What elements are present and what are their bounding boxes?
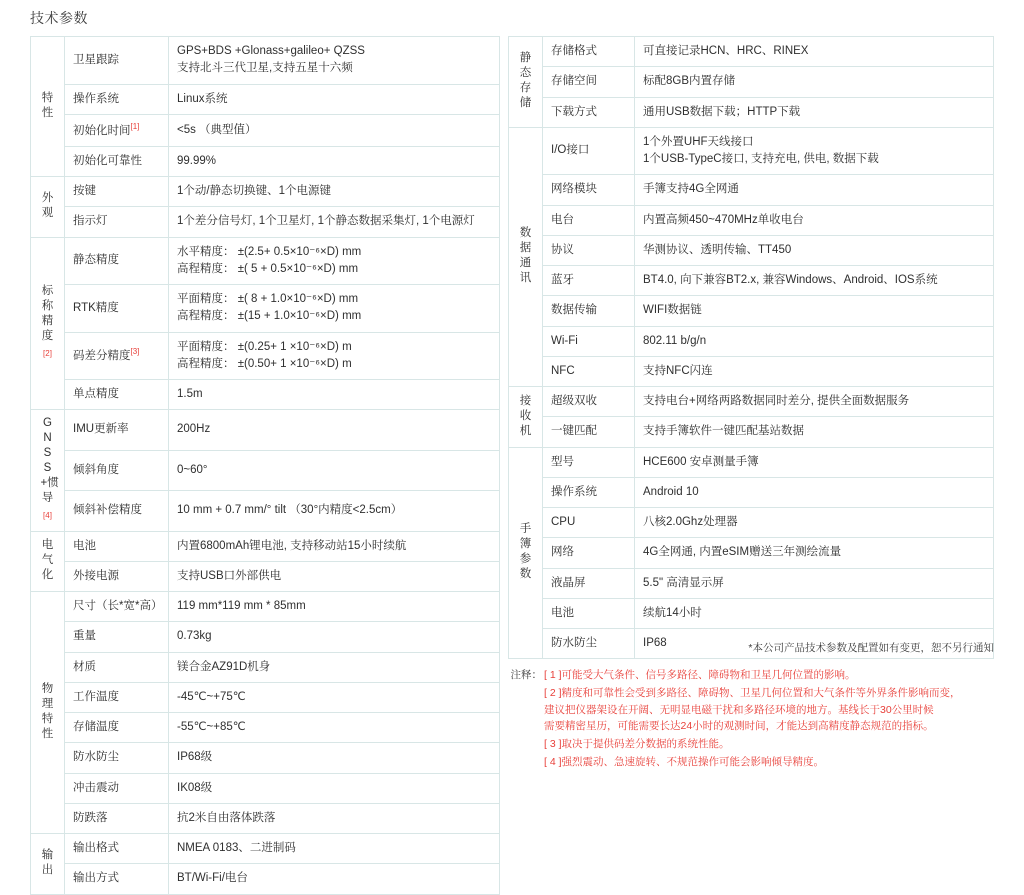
spec-value-line: WIFI数据链 — [643, 304, 702, 317]
table-row — [31, 773, 500, 803]
note-spacer — [508, 685, 544, 734]
spec-value-line: 0~60° — [177, 463, 208, 476]
spec-category-label: 电气化 — [41, 539, 54, 582]
spec-value-line: 平面精度： ±( 8 + 1.0×10⁻⁶×D) mm — [177, 293, 359, 306]
spec-value-line: 华测协议、透明传输、TT450 — [643, 243, 792, 256]
note-line: [ 1 ]可能受大气条件、信号多路径、障碍物和卫星几何位置的影响。 — [544, 669, 856, 681]
spec-value-cell — [169, 592, 500, 622]
spec-value-cell — [169, 450, 500, 490]
spec-name-cell: 存储温度 — [65, 713, 169, 743]
spec-name-cell: 液晶屏 — [543, 568, 635, 598]
spec-name-cell: 蓝牙 — [543, 266, 635, 296]
spec-name-cell: 电池 — [543, 598, 635, 628]
table-row — [509, 447, 994, 477]
spec-name-cell: 超级双收 — [543, 387, 635, 417]
note-row — [508, 685, 994, 734]
spec-name-cell: I/O接口 — [543, 127, 635, 175]
spec-value-cell — [635, 266, 994, 296]
spec-category-cell — [31, 531, 65, 592]
spec-value-cell — [169, 237, 500, 285]
spec-value-cell — [169, 285, 500, 333]
note-row — [508, 736, 994, 752]
spec-name-cell: 型号 — [543, 447, 635, 477]
table-row — [509, 356, 994, 386]
note-text — [544, 685, 994, 734]
spec-category-cell — [31, 834, 65, 895]
spec-value-line: 10 mm + 0.7 mm/° tilt （30°内精度<2.5cm） — [177, 504, 403, 517]
spec-name-cell: 材质 — [65, 652, 169, 682]
table-row — [31, 743, 500, 773]
spec-value-line: BT4.0, 向下兼容BT2.x, 兼容Windows、Android、IOS系统 — [643, 274, 938, 286]
spec-name-cell: 防跌落 — [65, 803, 169, 833]
table-row — [31, 561, 500, 591]
spec-value-line: 续航14小时 — [643, 606, 702, 619]
spec-value-line: GPS+BDS +Glonass+galileo+ QZSS — [177, 45, 365, 57]
spec-value-cell — [169, 84, 500, 114]
table-row — [31, 864, 500, 894]
table-row — [509, 37, 994, 67]
spec-value-line: 水平精度： ±(2.5+ 0.5×10⁻⁶×D) mm — [177, 245, 362, 258]
spec-category-cell — [509, 387, 543, 448]
spec-value-line: 1.5m — [177, 388, 203, 401]
spec-value-line: 4G全网通, 内置eSIM赠送三年测绘流量 — [643, 546, 842, 559]
spec-name-cell: 协议 — [543, 235, 635, 265]
spec-name-cell: 初始化可靠性 — [65, 146, 169, 176]
spec-category-cell — [31, 37, 65, 177]
table-row — [509, 387, 994, 417]
spec-value-cell — [169, 491, 500, 531]
spec-category-cell — [31, 177, 65, 238]
spec-name-cell: 操作系统 — [65, 84, 169, 114]
spec-category-label: 标称精度 — [41, 285, 54, 343]
spec-name-cell: 按键 — [65, 177, 169, 207]
table-row — [31, 834, 500, 864]
spec-name-cell: 操作系统 — [543, 477, 635, 507]
spec-value-line: 通用USB数据下载；HTTP下载 — [643, 105, 801, 118]
spec-value-line: 5.5" 高清显示屏 — [643, 576, 724, 589]
footer-notes — [508, 640, 994, 773]
table-row — [509, 235, 994, 265]
spec-value-cell — [635, 477, 994, 507]
spec-value-cell — [635, 508, 994, 538]
spec-name-cell: 输出方式 — [65, 864, 169, 894]
spec-value-cell — [169, 380, 500, 410]
spec-value-cell — [635, 67, 994, 97]
spec-name-cell: 静态精度 — [65, 237, 169, 285]
note-line: [ 2 ]精度和可靠性会受到多路径、障碍物、卫星几何位置和大气条件等外界条件影响而变， — [544, 687, 961, 700]
spec-value-line: 支持NFC闪连 — [643, 364, 713, 377]
spec-value-line: 支持北斗三代卫星,支持五星十六频 — [177, 62, 353, 75]
table-row — [31, 114, 500, 146]
table-row — [509, 175, 994, 205]
spec-value-cell — [635, 387, 994, 417]
spec-value-line: 1个外置UHF天线接口 — [643, 135, 754, 148]
spec-value-line: 支持手簿软件一键匹配基站数据 — [643, 425, 804, 438]
spec-value-cell — [635, 326, 994, 356]
spec-name-cell: 防水防尘 — [543, 629, 635, 659]
spec-value-cell — [169, 652, 500, 682]
spec-value-cell — [169, 561, 500, 591]
spec-category-label: 手簿参数 — [519, 523, 532, 581]
spec-value-cell — [169, 834, 500, 864]
table-row — [509, 266, 994, 296]
spec-name-cell: 输出格式 — [65, 834, 169, 864]
spec-name-cell: 电池 — [65, 531, 169, 561]
spec-name-cell: IMU更新率 — [65, 410, 169, 450]
table-row — [31, 332, 500, 380]
spec-name-cell: 数据传输 — [543, 296, 635, 326]
right-spec-table — [508, 36, 994, 659]
spec-name-cell: 单点精度 — [65, 380, 169, 410]
spec-name-cell: 倾斜补偿精度 — [65, 491, 169, 531]
spec-name-cell: 重量 — [65, 622, 169, 652]
table-row — [31, 410, 500, 450]
spec-name-cell: 码差分精度[3] — [65, 332, 169, 380]
spec-value-cell — [169, 682, 500, 712]
spec-value-line: 镁合金AZ91D机身 — [177, 660, 271, 673]
note-text — [544, 736, 994, 752]
page-title: 技术参数 — [30, 10, 88, 26]
table-row — [509, 477, 994, 507]
spec-value-cell — [169, 743, 500, 773]
spec-category-cell — [31, 592, 65, 834]
spec-name-cell: 网络 — [543, 538, 635, 568]
note-spacer — [508, 754, 544, 770]
table-row — [31, 450, 500, 490]
spec-category-footnote: [4] — [43, 511, 52, 521]
spec-name-cell: 防水防尘 — [65, 743, 169, 773]
table-row — [509, 127, 994, 175]
spec-value-cell — [169, 864, 500, 894]
spec-value-line: 标配8GB内置存储 — [643, 75, 736, 88]
notes-list — [508, 667, 994, 771]
spec-value-cell — [635, 417, 994, 447]
spec-value-cell — [635, 447, 994, 477]
spec-category-label: 特性 — [41, 91, 54, 119]
spec-value-line: Android 10 — [643, 485, 699, 498]
spec-name-cell: Wi-Fi — [543, 326, 635, 356]
note-text — [544, 667, 994, 683]
table-row — [31, 803, 500, 833]
spec-value-line: -55℃~+85℃ — [177, 721, 246, 734]
spec-category-label: 接收机 — [519, 394, 532, 437]
spec-value-cell — [169, 773, 500, 803]
table-row — [31, 592, 500, 622]
spec-value-line: 1个差分信号灯, 1个卫星灯, 1个静态数据采集灯, 1个电源灯 — [177, 215, 475, 228]
note-line: 需要精密星历，可能需要长达24小时的观测时间，才能达到高精度静态规范的指标。 — [544, 719, 934, 732]
spec-value-line: -45℃~+75℃ — [177, 690, 246, 703]
spec-value-line: 高程精度： ±(0.50+ 1 ×10⁻⁶×D) m — [177, 357, 352, 370]
spec-value-cell — [635, 235, 994, 265]
spec-value-cell — [635, 37, 994, 67]
table-row — [31, 177, 500, 207]
spec-name-cell: 冲击震动 — [65, 773, 169, 803]
spec-value-line: 手簿支持4G全网通 — [643, 183, 739, 196]
table-row — [509, 326, 994, 356]
notes-label: 注释： — [510, 669, 542, 681]
spec-value-cell — [635, 205, 994, 235]
spec-name-cell: 存储格式 — [543, 37, 635, 67]
spec-value-cell — [635, 568, 994, 598]
table-row — [31, 713, 500, 743]
spec-value-line: 1个USB-TypeC接口, 支持充电, 供电, 数据下载 — [643, 153, 879, 165]
spec-name-cell: 一键匹配 — [543, 417, 635, 447]
spec-name-cell: RTK精度 — [65, 285, 169, 333]
spec-value-cell — [169, 803, 500, 833]
left-spec-table — [30, 36, 500, 895]
spec-value-line: 可直接记录HCN、HRC、RINEX — [643, 45, 809, 57]
note-line: [ 3 ]取决于提供码差分数据的系统性能。 — [544, 738, 730, 751]
spec-value-cell — [635, 356, 994, 386]
spec-value-cell — [169, 531, 500, 561]
spec-category-label: 外观 — [41, 192, 54, 220]
table-row — [509, 296, 994, 326]
spec-value-line: 支持USB口外部供电 — [177, 569, 282, 582]
spec-value-line: 内置6800mAh锂电池, 支持移动站15小时续航 — [177, 539, 407, 552]
spec-name-cell: 工作温度 — [65, 682, 169, 712]
spec-name-cell: CPU — [543, 508, 635, 538]
table-row — [509, 598, 994, 628]
spec-name-cell: 存储空间 — [543, 67, 635, 97]
table-row — [31, 207, 500, 237]
note-line: 建议把仪器架设在开阔、无明显电磁干扰和多路径环境的地方。基线长于30公里时候 — [544, 703, 934, 716]
table-row — [31, 285, 500, 333]
spec-value-line: <5s （典型值） — [177, 123, 257, 136]
table-row — [31, 682, 500, 712]
spec-value-line: 高程精度： ±(15 + 1.0×10⁻⁶×D) mm — [177, 310, 362, 323]
spec-value-cell — [169, 37, 500, 85]
spec-category-label: 输出 — [41, 849, 54, 877]
spec-category-cell — [509, 447, 543, 659]
spec-value-line: 200Hz — [177, 423, 211, 436]
spec-value-cell — [635, 97, 994, 127]
spec-value-cell — [169, 713, 500, 743]
spec-value-line: BT/Wi-Fi/电台 — [177, 872, 248, 885]
table-row — [509, 97, 994, 127]
table-row — [31, 491, 500, 531]
spec-category-cell — [31, 410, 65, 531]
spec-name-cell: 外接电源 — [65, 561, 169, 591]
spec-value-line: Linux系统 — [177, 92, 228, 105]
spec-value-line: IP68级 — [177, 751, 213, 764]
spec-value-line: 119 mm*119 mm * 85mm — [177, 600, 306, 613]
note-spacer — [508, 736, 544, 752]
spec-name-cell: 电台 — [543, 205, 635, 235]
left-spec-column — [30, 36, 500, 895]
spec-value-line: IK08级 — [177, 781, 213, 794]
spec-name-footnote: [3] — [130, 347, 140, 357]
spec-name-cell: 尺寸（长*宽*高） — [65, 592, 169, 622]
spec-value-cell — [635, 175, 994, 205]
spec-name-cell: 指示灯 — [65, 207, 169, 237]
table-row — [509, 508, 994, 538]
spec-value-line: 内置高频450~470MHz单收电台 — [643, 213, 804, 226]
spec-value-cell — [169, 332, 500, 380]
table-row — [31, 531, 500, 561]
spec-category-cell — [509, 127, 543, 386]
spec-value-cell — [169, 146, 500, 176]
spec-name-cell: 卫星跟踪 — [65, 37, 169, 85]
spec-value-cell — [635, 127, 994, 175]
spec-value-line: 抗2米自由落体跌落 — [177, 811, 276, 824]
note-row — [508, 667, 994, 683]
table-row — [31, 622, 500, 652]
spec-value-line: NMEA 0183、二进制码 — [177, 842, 296, 855]
spec-value-line: 1个动/静态切换键、1个电源键 — [177, 185, 331, 198]
spec-name-cell: 倾斜角度 — [65, 450, 169, 490]
spec-value-line: 八核2.0Ghz处理器 — [643, 516, 738, 528]
disclaimer-text: *本公司产品技术参数及配置如有变更，恕不另行通知 — [748, 642, 994, 654]
spec-value-cell — [169, 207, 500, 237]
note-row — [508, 754, 994, 770]
table-row — [509, 205, 994, 235]
spec-value-cell — [169, 410, 500, 450]
spec-value-cell — [635, 296, 994, 326]
spec-value-line: 平面精度： ±(0.25+ 1 ×10⁻⁶×D) m — [177, 340, 352, 353]
table-row — [509, 67, 994, 97]
table-row — [31, 380, 500, 410]
table-row — [31, 84, 500, 114]
spec-category-label: GNSS+惯导 — [40, 417, 59, 505]
spec-value-line: 99.99% — [177, 154, 217, 167]
spec-value-cell — [635, 538, 994, 568]
spec-value-cell — [635, 598, 994, 628]
spec-value-cell — [169, 622, 500, 652]
table-row — [31, 146, 500, 176]
spec-value-line: IP68 — [643, 637, 667, 649]
spec-category-label: 静态存储 — [519, 52, 532, 110]
note-line: [ 4 ]强烈震动、急速旋转、不规范操作可能会影响倾导精度。 — [544, 756, 825, 769]
spec-category-cell — [509, 37, 543, 128]
spec-category-cell — [31, 237, 65, 410]
spec-value-line: 802.11 b/g/n — [643, 334, 707, 347]
spec-category-footnote: [2] — [43, 349, 52, 359]
spec-name-cell: 下载方式 — [543, 97, 635, 127]
table-row — [31, 37, 500, 85]
spec-category-label: 数据通讯 — [519, 227, 532, 285]
spec-value-line: HCE600 安卓测量手簿 — [643, 455, 759, 468]
table-row — [509, 417, 994, 447]
table-row — [509, 568, 994, 598]
spec-value-cell — [169, 114, 500, 146]
table-row — [509, 538, 994, 568]
table-row — [31, 237, 500, 285]
spec-name-cell: 初始化时间[1] — [65, 114, 169, 146]
spec-value-line: 0.73kg — [177, 630, 212, 643]
spec-name-footnote: [1] — [130, 121, 140, 131]
spec-category-label: 物理特性 — [41, 682, 54, 740]
right-spec-column — [508, 36, 994, 659]
note-text — [544, 754, 994, 770]
spec-name-cell: NFC — [543, 356, 635, 386]
spec-value-cell — [169, 177, 500, 207]
spec-value-line: 支持电台+网络两路数据同时差分, 提供全面数据服务 — [643, 395, 910, 407]
spec-name-cell: 网络模块 — [543, 175, 635, 205]
table-row — [31, 652, 500, 682]
spec-value-line: 高程精度： ±( 5 + 0.5×10⁻⁶×D) mm — [177, 262, 359, 275]
